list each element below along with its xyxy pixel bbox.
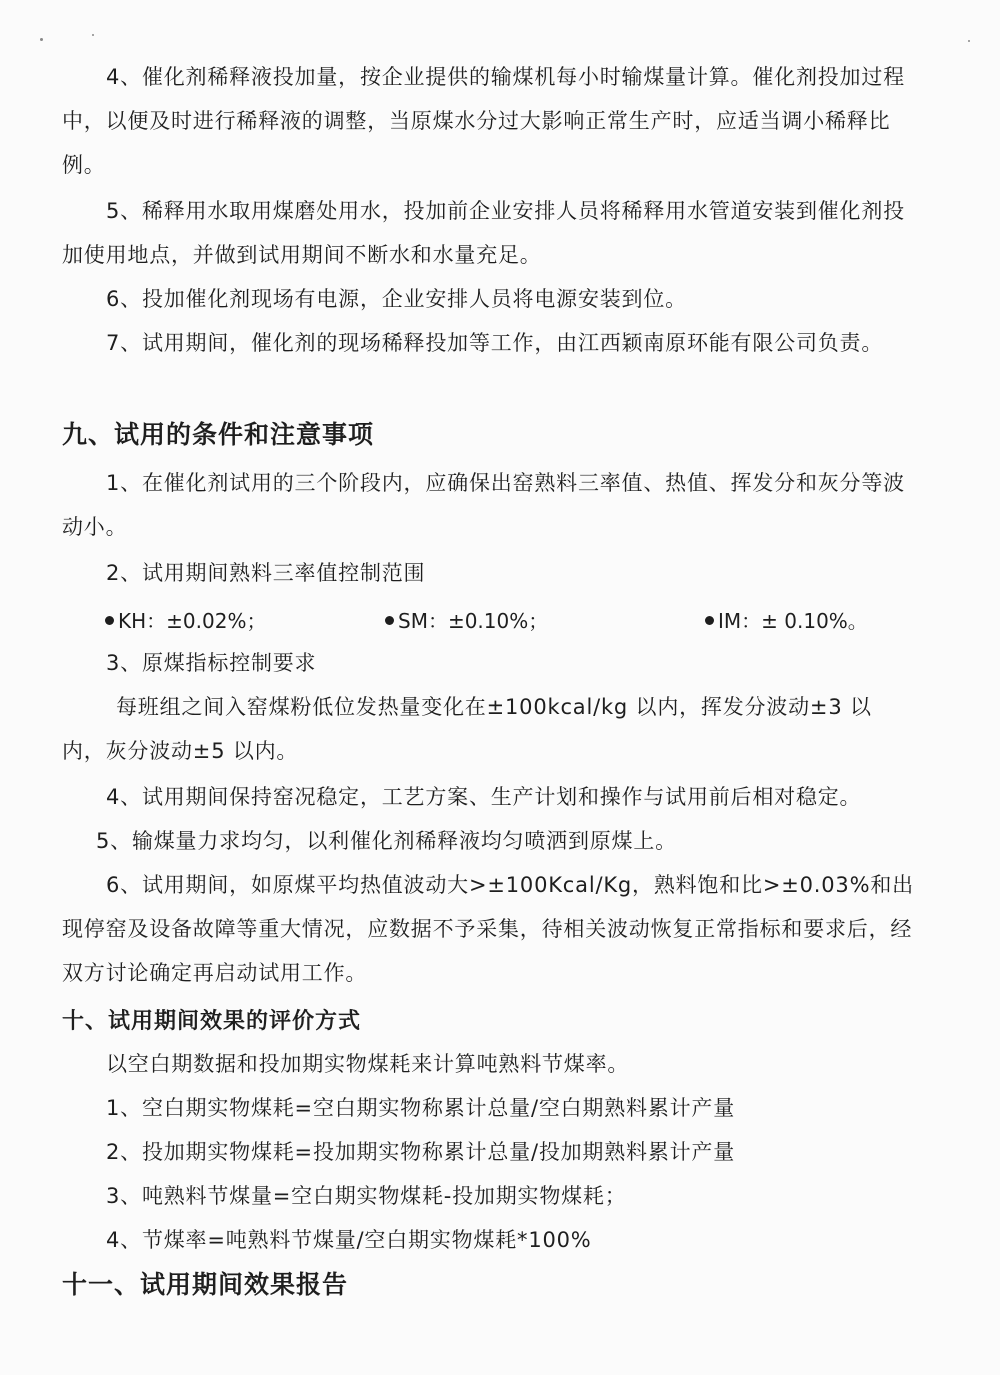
- formula-3: 3、吨熟料节煤量=空白期实物煤耗-投加期实物煤耗；: [106, 1184, 627, 1208]
- bullet-dot-icon: [705, 616, 714, 625]
- item-4-paragraph: 4、催化剂稀释液投加量，按企业提供的输煤机每小时输煤量计算。催化剂投加过程中，以便及时进行稀释液的调整，当原煤水分过大影响正常生产时，应适当调小稀释比例。: [62, 65, 905, 177]
- condition-4-paragraph: 4、试用期间保持窑况稳定，工艺方案、生产计划和操作与试用前后相对稳定。: [106, 785, 862, 809]
- im-range: [705, 605, 868, 634]
- section-11-heading: 十一、试用期间效果报告: [62, 1270, 349, 1299]
- evaluation-intro: 以空白期数据和投加期实物煤耗来计算吨熟料节煤率。: [106, 1052, 630, 1076]
- sm-range: [385, 605, 548, 634]
- bullet-dot-icon: [105, 616, 114, 625]
- kh-range: [105, 605, 266, 634]
- condition-6-paragraph: 6、试用期间，如原煤平均热值波动大>±100Kcal/Kg，熟料饱和比>±0.03%和出现停窑及设备故障等重大情况，应数据不予采集，待相关波动恢复正常指标和要求后，经双方讨论确定再启动试用工作。: [62, 873, 914, 985]
- formula-4: 4、节煤率=吨熟料节煤量/空白期实物煤耗*100%: [106, 1228, 592, 1252]
- item-7-paragraph: 7、试用期间，催化剂的现场稀释投加等工作，由江西颖南原环能有限公司负责。: [106, 331, 884, 355]
- formula-1: 1、空白期实物煤耗=空白期实物称累计总量/空白期熟料累计产量: [106, 1096, 736, 1120]
- condition-1-paragraph: 1、在催化剂试用的三个阶段内，应确保出窑熟料三率值、热值、挥发分和灰分等波动小。: [62, 471, 905, 539]
- formula-2: 2、投加期实物煤耗=投加期实物称累计总量/投加期熟料累计产量: [106, 1140, 736, 1164]
- condition-2-paragraph: 2、试用期间熟料三率值控制范围: [106, 561, 426, 585]
- section-9-heading: 九、试用的条件和注意事项: [62, 420, 375, 449]
- scan-speck: [40, 38, 43, 41]
- bullet-dot-icon: [385, 616, 394, 625]
- sm-range-text: SM：±0.10%；: [398, 609, 549, 633]
- im-range-text: IM：± 0.10%。: [718, 609, 868, 633]
- kh-range-text: KH：±0.02%；: [118, 609, 267, 633]
- item-5-paragraph: 5、稀释用水取用煤磨处用水，投加前企业安排人员将稀释用水管道安装到催化剂投加使用地点，并做到试用期间不断水和水量充足。: [62, 199, 905, 267]
- section-10-heading: 十、试用期间效果的评价方式: [62, 1009, 362, 1034]
- condition-3-body: 每班组之间入窑煤粉低位发热量变化在±100kcal/kg 以内，挥发分波动±3 以内，灰分波动±5 以内。: [62, 695, 872, 763]
- scan-speck: [968, 40, 970, 42]
- condition-3-paragraph: 3、原煤指标控制要求: [106, 651, 317, 675]
- item-6-paragraph: 6、投加催化剂现场有电源，企业安排人员将电源安装到位。: [106, 287, 687, 311]
- scan-speck: [92, 34, 94, 36]
- condition-5-paragraph: 5、输煤量力求均匀，以利催化剂稀释液均匀喷洒到原煤上。: [96, 829, 677, 853]
